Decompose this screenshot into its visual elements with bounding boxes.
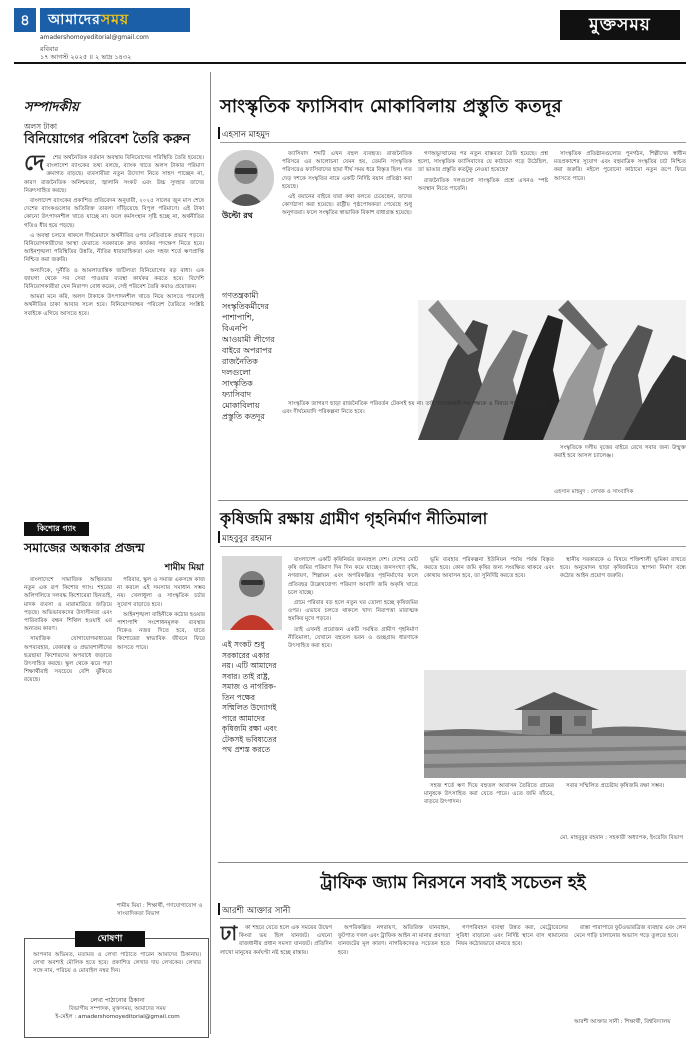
- story2-paragraph: গ্রামে পরিবার বড় হলে নতুন ঘর তোলা হচ্ছে কৃষিজমির ওপর। এভাবে চলতে থাকলে খাদ্য নিরাপত্তা মারাত্মক হুমকির মুখে পড়বে।: [288, 600, 418, 623]
- story3-author-bio: আরশী আক্তার সানী : শিক্ষার্থী, বিশ্ববিদ্যালয়: [574, 1019, 671, 1025]
- story1-paragraph: রাজনৈতিক দলগুলো সাংস্কৃতিক প্রশ্নে এখনও স্পষ্ট অবস্থান নিতে পারেনি।: [418, 177, 548, 192]
- notice-address-label: লেখা পাঠানোর ঠিকানা: [90, 997, 145, 1004]
- kishor-tag: কিশোর গ্যাং: [24, 522, 89, 536]
- kishor-body-col2: [117, 576, 205, 936]
- author-photo: [222, 556, 282, 630]
- story2-paragraph: সহজ শর্তে ঋণ দিয়ে বহুতল আবাসন তৈরিতে গ্রামের মানুষকে উৎসাহিত করা যেতে পারে। এতে জমি বাঁচবে, বাড়বে উৎপাদন।: [424, 783, 554, 806]
- editorial-logo: সম্পাদকীয়: [24, 100, 79, 115]
- paper-name-part2: সময়: [100, 12, 130, 28]
- left-column: [14, 70, 209, 1036]
- kishor-headline[interactable]: সমাজের অন্ধকার প্রজন্ম: [24, 540, 145, 555]
- kishor-author: শামীম মিয়া: [164, 563, 204, 573]
- author-photo: [218, 150, 274, 206]
- column-label: উল্টো রথ: [222, 211, 253, 220]
- editorial-paragraph: অন্যদিকে, দুর্নীতি ও আমলাতান্ত্রিক জটিলতা বিনিয়োগের বড় বাধা। এক জায়গা থেকে সব সেবা পাওয়ার ব্যবস্থা কার্যকর করতে হবে। বিদেশি বিনিয়োগকারীরা যেন নিরাপদ বোধ করেন, সেই পরিবেশ তৈরি করাও প্রয়োজন।: [24, 267, 204, 291]
- kishor-paragraph: পরিবার, স্কুল ও সমাজ একসঙ্গে কাজ না করলে এই সমস্যার সমাধান সম্ভব নয়। খেলাধুলা ও সাংস্কৃতিক চর্চার সুযোগ বাড়াতে হবে।: [117, 577, 205, 608]
- story1-paragraph: সাংস্কৃতিক জাগরণ ছাড়া রাজনৈতিক পরিবর্তন টেকসই হয় না। তাই গণতন্ত্রকামী সব পক্ষকে এ বিষয়ে সচেতন হতে হবে এবং দীর্ঘমেয়াদি পরিকল্পনা নিতে হবে।: [282, 401, 548, 416]
- story2-headline[interactable]: কৃষিজমি রক্ষায় গ্রামীণ গৃহনির্মাণ নীতিমালা: [220, 509, 488, 528]
- story2-body-col5: [560, 782, 686, 832]
- story2-body-col1: [288, 556, 418, 856]
- kishor-author-bio: শামীম মিয়া : শিক্ষার্থী, গণযোগাযোগ ও সাংবাদিকতা বিভাগ: [117, 903, 203, 917]
- story2-divider: [220, 546, 686, 547]
- story2-pull-quote: এই সংকট শুধু সরকারের একার নয়। এটি আমাদের সবার। তাই রাষ্ট্র, সমাজ ও নাগরিক- তিন পক্ষের সম্মিলিত উদ্যোগই পারে আমাদের কৃষিজমি রক্ষা এবং টেকসই ভবিষ্যতের পথ প্রশস্ত করতে: [222, 640, 277, 754]
- kishor-body-col1: [24, 576, 112, 936]
- story1-body-col2: [418, 150, 548, 296]
- story-divider: [218, 500, 688, 501]
- notice-address: [25, 1005, 210, 1021]
- notice-address-line: বিভাগীয় সম্পাদক, মুক্তসময়, আমাদের সময়: [69, 1006, 166, 1012]
- story3-body-col3: [456, 924, 568, 1036]
- story2-author: মাহবুবুর রহমান: [222, 534, 272, 544]
- notice-box: [24, 934, 209, 1038]
- story3-author: আরশী আক্তার সানী: [222, 906, 291, 916]
- story1-body-col3: [554, 150, 686, 296]
- story2-body-col2: [424, 556, 554, 666]
- issue-date: ১৭ আগস্ট ২০২৫ ॥ ২ ভাদ্র ১৪৩২: [40, 53, 132, 61]
- section-title: মুক্তসময়: [560, 10, 680, 40]
- author-marker: [218, 127, 220, 139]
- masthead-divider: [14, 62, 686, 64]
- editorial-kicker: অলস টাকা: [24, 122, 58, 131]
- issue-day: রবিবার: [40, 45, 59, 53]
- story-divider: [218, 862, 688, 863]
- story3-paragraph: গণপরিবহন ব্যবস্থা উন্নত করা, মেট্রোরেলের সুবিধা বাড়ানো এবং নির্দিষ্ট স্থানে বাস থামানোর নিয়ম কঠোরভাবে মানতে হবে।: [456, 925, 568, 948]
- editorial-paragraph: আমরা মনে করি, অলস টাকাকে উৎপাদনশীল খাতে নিয়ে আসতে পারলেই অর্থনীতির চাকা আবার সচল হবে। বিনিয়োগবান্ধব পরিবেশ তৈরিতে সংশ্লিষ্ট সবাইকে এগিয়ে আসতে হবে।: [24, 294, 204, 317]
- village-house-photo: [424, 670, 686, 778]
- story1-body-col4: [282, 400, 548, 450]
- story2-body-col3: [560, 556, 686, 666]
- story1-paragraph: সাংস্কৃতিক প্রতিষ্ঠানগুলোর পুনর্গঠন, শিল্পীদের স্বাধীন মতপ্রকাশের সুযোগ এবং বহুমাত্রিক সংস্কৃতির চর্চা নিশ্চিত করা জরুরি। নইলে পুরোনো কাঠামো নতুন রূপে ফিরে আসতে পারে।: [554, 151, 686, 182]
- paper-name-part1: আমাদের: [48, 12, 101, 28]
- story3-divider: [220, 918, 686, 919]
- story1-paragraph: গণঅভ্যুত্থানের পর নতুন বাস্তবতা তৈরি হয়েছে। প্রশ্ন হলো, সাংস্কৃতিক ফ্যাসিবাদের যে কাঠামো গড়ে উঠেছিল, তা ভাঙার প্রস্তুতি কতটুকু নেওয়া হয়েছে?: [418, 151, 548, 174]
- story3-dropcap: ঢা: [220, 924, 238, 945]
- kishor-paragraph: আইনশৃঙ্খলা বাহিনীকে কঠোর হওয়ার পাশাপাশি সংশোধনমূলক ব্যবস্থার দিকেও নজর দিতে হবে, যাতে কিশোরেরা স্বাভাবিক জীবনে ফিরে আসতে পারে।: [117, 611, 205, 651]
- story2-paragraph: ভূমি ব্যবহার পরিকল্পনা ইউনিয়ন পর্যায় পর্যন্ত বিস্তৃত করতে হবে। কোন জমি কৃষির জন্য সংরক্ষিত থাকবে এবং কোথায় আবাসন হবে, তা সুনির্দিষ্ট করতে হবে।: [424, 557, 554, 580]
- story3-paragraph: রাস্তা পারাপারে ফুটওভারব্রিজ ব্যবহার এবং লেন মেনে গাড়ি চালানোর অভ্যাস গড়ে তুলতে হবে।: [574, 925, 686, 940]
- story3-paragraph: কা শহরে যেতে হলে এক সময়ের উদ্বেগ কিংবা ভয় ছিল যানজট। এখনো রাজধানীর প্রধান সমস্যা যানজট। প্রতিদিন লাখো মানুষের কর্মঘণ্টা নষ্ট হচ্ছে রাস্তায়।: [220, 925, 332, 956]
- page-number: ৪: [14, 8, 36, 32]
- story1-divider: [220, 142, 686, 143]
- story3-body-col4: [574, 924, 686, 1016]
- story3-body-col1: [220, 924, 332, 1036]
- kishor-paragraph: বাংলাদেশে সামাজিক অস্থিরতার নতুন এক রূপ কিশোর গ্যাং। শহরের অলিগলিতে দলবদ্ধ কিশোরেরা ছিনতাই, মাদক ব্যবসা ও মারামারিতে জড়িয়ে পড়ছে। অভিভাবকদের উদাসীনতা এবং পারিবারিক বন্ধন শিথিল হওয়াই এর অন্যতম কারণ।: [24, 577, 112, 633]
- notice-address-line[interactable]: ই-মেইল : amadershomoyeditorial@gmail.com: [55, 1014, 180, 1020]
- story3-headline[interactable]: ট্রাফিক জ্যাম নিরসনে সবাই সচেতন হই: [320, 873, 586, 893]
- author-marker: [218, 531, 220, 543]
- editorial-headline[interactable]: বিনিয়োগের পরিবেশ তৈরি করুন: [24, 132, 191, 147]
- story3-paragraph: অপরিকল্পিত নগরায়ণ, অতিরিক্ত যানবাহন, ফুটপাত দখল এবং ট্রাফিক আইন না মানার প্রবণতা যানজটের মূল কারণ। নাগরিকদেরও সচেতন হতে হবে।: [338, 925, 450, 956]
- notice-title: ঘোষণা: [75, 931, 145, 947]
- story1-pull-quote: গণতন্ত্রকামী সংস্কৃতিকর্মীদের পাশাপাশি, বিএনপি আওয়ামী লীগের বাইরে অপরাপর রাজনৈতিক দলগুলো সাংস্কৃতিক ফ্যাসিবাদ মোকাবিলায় প্রস্তুতি কতদূর: [222, 291, 275, 421]
- story2-paragraph: স্থানীয় সরকারকে এ বিষয়ে শক্তিশালী ভূমিকা রাখতে হবে। অনুমোদন ছাড়া কৃষিজমিতে স্থাপনা নির্মাণ বন্ধে কঠোর আইন প্রয়োগ জরুরি।: [560, 557, 686, 580]
- kishor-paragraph: সামাজিক যোগাযোগমাধ্যমের অপব্যবহার, বেকারত্ব ও প্রভাবশালীদের ছত্রছায়া কিশোরদের অপরাধে জড়াতে উৎসাহিত করছে। স্কুল থেকে ঝরে পড়া শিক্ষার্থীরাই সবচেয়ে বেশি ঝুঁকিতে রয়েছে।: [24, 636, 112, 684]
- story3-body-col2: [338, 924, 450, 1036]
- editorial-paragraph: বাংলাদেশ ব্যাংকের প্রকাশিত প্রতিবেদন অনুযায়ী, ২০২৫ সালের জুন মাস শেষে দেশের ব্যাংকগুলোর অতিরিক্ত তারল্য দাঁড়িয়েছে বিপুল পরিমাণে। এই টাকা কোনো উৎপাদনশীল খাতে যাচ্ছে না। ফলে কর্মসংস্থান সৃষ্টি হচ্ছে না, অর্থনীতির গতিও ধীর হয়ে পড়ছে।: [24, 198, 204, 229]
- story1-headline[interactable]: সাংস্কৃতিক ফ্যাসিবাদ মোকাবিলায় প্রস্তুতি কতদূর: [220, 96, 562, 117]
- column-divider: [210, 72, 211, 1034]
- notice-body: আপনার অভিমত, মতামত ও লেখা পাঠাতে পারেন আমাদের ঠিকানায়। লেখা অবশ্যই মৌলিক হতে হবে। প্রকাশিত লেখার দায় লেখকের। লেখার সঙ্গে নাম, পরিচয় ও মোবাইল নম্বর দিন।: [33, 952, 201, 974]
- paper-logo[interactable]: [40, 8, 190, 32]
- story1-body-col5: [554, 444, 686, 484]
- editorial-paragraph: এ অবস্থা চলতে থাকলে দীর্ঘমেয়াদে অর্থনীতির ওপর নেতিবাচক প্রভাব পড়বে। বিনিয়োগকারীদের আস্থা ফেরাতে সরকারকে দ্রুত কার্যকর পদক্ষেপ নিতে হবে। আইনশৃঙ্খলা পরিস্থিতির উন্নতি, নীতির ধারাবাহিকতা এবং সহজ শর্তে ঋণপ্রাপ্তি নিশ্চিত করা জরুরি।: [24, 232, 204, 264]
- editorial-email[interactable]: amadershomoyeditorial@gmail.com: [40, 34, 149, 41]
- story2-author-bio: মো. মাহবুবুর রহমান : সহকারী অধ্যাপক, ইংরেজি বিভাগ: [560, 835, 684, 841]
- author-marker: [218, 903, 220, 915]
- editorial-paragraph: শের অর্থনৈতিক বর্তমান অবস্থায় বিনিয়োগের পরিস্থিতি তৈরি হয়েছে। বাংলাদেশ ব্যাংকের তথ্য বলছে, ব্যাংক খাতে অলস টাকার পরিমাণ ক্রমাগত বাড়ছে। ব্যবসায়ীরা নতুন উদ্যোগ নিতে সাহস পাচ্ছেন না, কারণ রাজনৈতিক অনিশ্চয়তা, জ্বালানি সংকট এবং উচ্চ সুদহার তাদের নিরুৎসাহিত করছে।: [24, 155, 204, 194]
- masthead: [0, 0, 700, 62]
- story1-paragraph: সংস্কৃতিকে দলীয় বৃত্তের বাইরে রেখে সবার জন্য উন্মুক্ত করাই হবে আসল চ্যালেঞ্জ।: [554, 445, 686, 460]
- editorial-dropcap: দে: [24, 154, 45, 176]
- story1-paragraph: ফ্যাসিবাদ শব্দটি এখন বহুল ব্যবহৃত। রাজনৈতিক পরিসরে এর আলোচনা যেমন হয়, তেমনি সাংস্কৃতিক পরিসরেও ফ্যাসিবাদের ছায়া দীর্ঘ সময় ধরে বিস্তৃত ছিল। গত দেড় দশকে সংস্কৃতির নামে একটি নির্দিষ্ট বয়ান প্রতিষ্ঠা করা হয়েছে।: [282, 151, 412, 190]
- story2-paragraph: তাই এখনই প্রয়োজন একটি সমন্বিত গ্রামীণ গৃহনির্মাণ নীতিমালা, যেখানে বহুতল ভবন ও গুচ্ছগ্রাম ধারণাকে উৎসাহিত করা হবে।: [288, 626, 418, 650]
- editorial-body: [24, 154, 204, 524]
- story2-paragraph: বাংলাদেশ একটি কৃষিনির্ভর জনবহুল দেশ। দেশের মোট কৃষি জমির পরিমাণ দিন দিন কমে যাচ্ছে। জনসংখ্যা বৃদ্ধি, নগরায়ণ, শিল্পায়ন এবং অপরিকল্পিত গৃহনির্মাণের ফলে প্রতিবছর উল্লেখযোগ্য পরিমাণ আবাদি জমি অকৃষি খাতে চলে যাচ্ছে।: [288, 557, 418, 596]
- story1-author-bio: এহসান মাহমুদ : লেখক ও সাংবাদিক: [554, 489, 634, 495]
- story2-body-col4: [424, 782, 554, 852]
- story1-paragraph: এই বয়ানের বাইরে যারা কথা বলতে চেয়েছেন, তাদের কোণঠাসা করা হয়েছে। রাষ্ট্রীয় পৃষ্ঠপোষকতা পেয়েছে শুধু অনুগতরা। ফলে সংস্কৃতির স্বাভাবিক বিকাশ বাধাগ্রস্ত হয়েছে।: [282, 194, 412, 217]
- story1-author: এহসান মাহমুদ: [222, 130, 270, 140]
- story1-body-col1: [282, 150, 412, 394]
- story2-paragraph: সবার সম্মিলিত প্রচেষ্টায় কৃষিজমি রক্ষা সম্ভব।: [566, 783, 665, 789]
